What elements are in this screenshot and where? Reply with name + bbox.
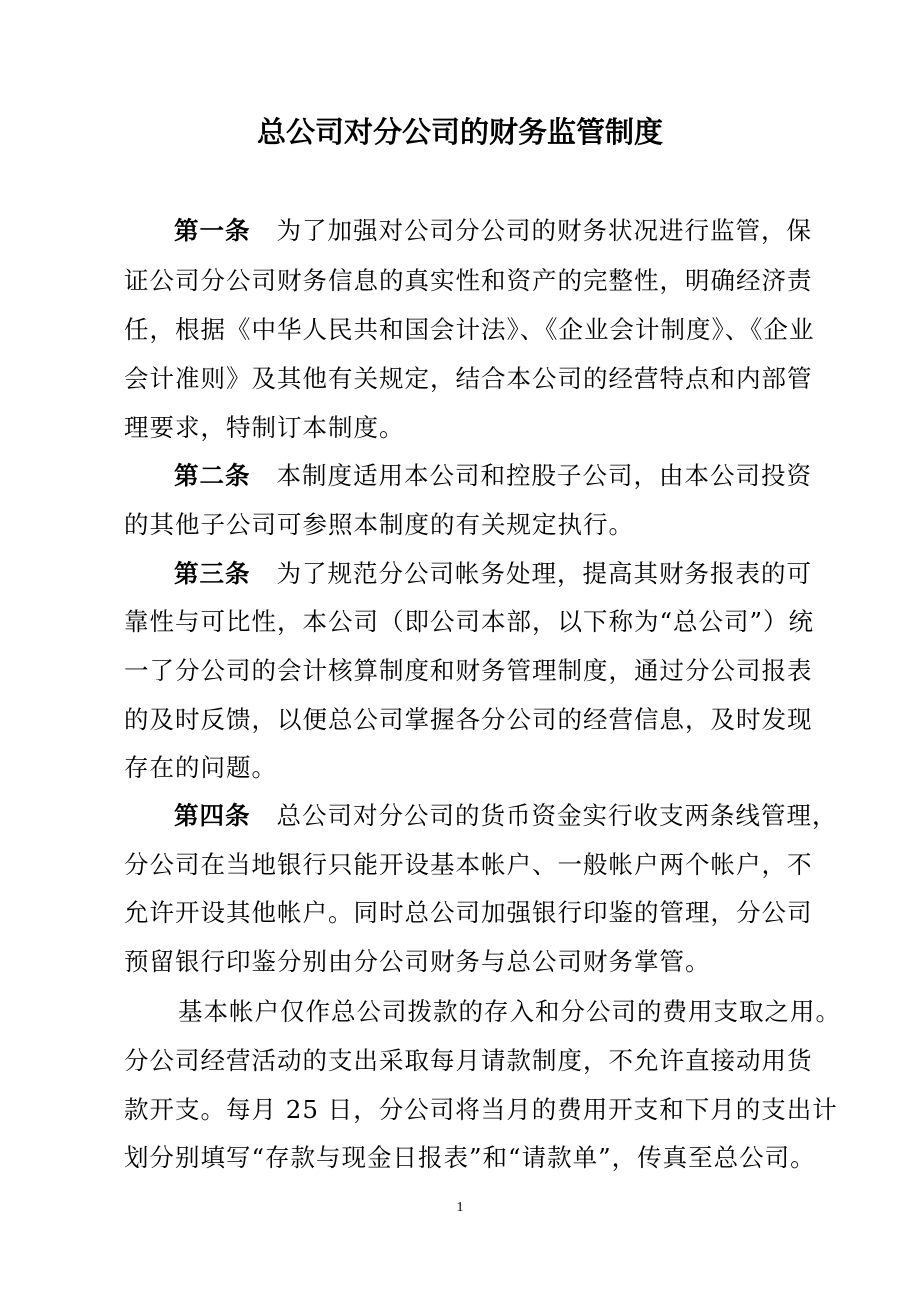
article-2-line-1 <box>174 451 812 500</box>
article-4-line-2: 分公司在当地银行只能开设基本帐户、一般帐户两个帐户，不 <box>124 850 813 879</box>
article-4-line-1 <box>174 791 838 840</box>
article-3-label: 第三条 <box>174 559 251 588</box>
article-1-line-2: 证公司分公司财务信息的真实性和资产的完整性，明确经济责 <box>124 266 813 295</box>
article-3-line-4: 的及时反馈，以便总公司掌握各分公司的经营信息，及时发现 <box>124 705 813 734</box>
article-1-line-5: 理要求，特制订本制度。 <box>124 413 405 442</box>
article-1-line-3: 任，根据《中华人民共和国会计法》、《企业会计制度》、《企业 <box>124 315 815 344</box>
document-title: 总公司对分公司的财务监管制度 <box>256 115 663 149</box>
article-1-label: 第一条 <box>174 216 251 245</box>
article-3-line-3: 一了分公司的会计核算制度和财务管理制度，通过分公司报表 <box>124 656 813 685</box>
article-text: 总公司对分公司的货币资金实行收支两条线管理， <box>276 801 838 830</box>
article-1-line-4: 会计准则》及其他有关规定，结合本公司的经营特点和内部管 <box>124 364 813 393</box>
article-2-line-2: 的其他子公司可参照本制度的有关规定执行。 <box>124 510 634 539</box>
article-3-line-2: 靠性与可比性，本公司（即公司本部，以下称为“总公司”）统 <box>124 607 815 636</box>
article-3-line-1 <box>174 549 812 598</box>
paragraph-line-4: 划分别填写“存款与现金日报表”和“请款单”，传真至总公司。 <box>124 1143 816 1172</box>
article-2-label: 第二条 <box>174 461 251 490</box>
paragraph-line-1: 基本帐户仅作总公司拨款的存入和分公司的费用支取之用。 <box>178 997 841 1026</box>
article-4-line-4: 预留银行印鉴分别由分公司财务与总公司财务掌管。 <box>124 947 711 976</box>
article-4-line-3: 允许开设其他帐户。同时总公司加强银行印鉴的管理，分公司 <box>124 898 813 927</box>
article-text: 为了加强对公司分公司的财务状况进行监管，保 <box>276 216 812 245</box>
paragraph-line-2: 分公司经营活动的支出采取每月请款制度，不允许直接动用货 <box>124 1046 813 1075</box>
paragraph-line-3: 款开支。每月 25 日，分公司将当月的费用开支和下月的支出计 <box>124 1095 838 1124</box>
article-text: 本制度适用本公司和控股子公司，由本公司投资 <box>276 461 812 490</box>
page-number: 1 <box>456 1200 464 1215</box>
article-4-label: 第四条 <box>174 801 251 830</box>
article-3-line-5: 存在的问题。 <box>124 753 277 782</box>
article-text: 为了规范分公司帐务处理，提高其财务报表的可 <box>276 559 812 588</box>
article-1-line-1 <box>174 206 812 255</box>
